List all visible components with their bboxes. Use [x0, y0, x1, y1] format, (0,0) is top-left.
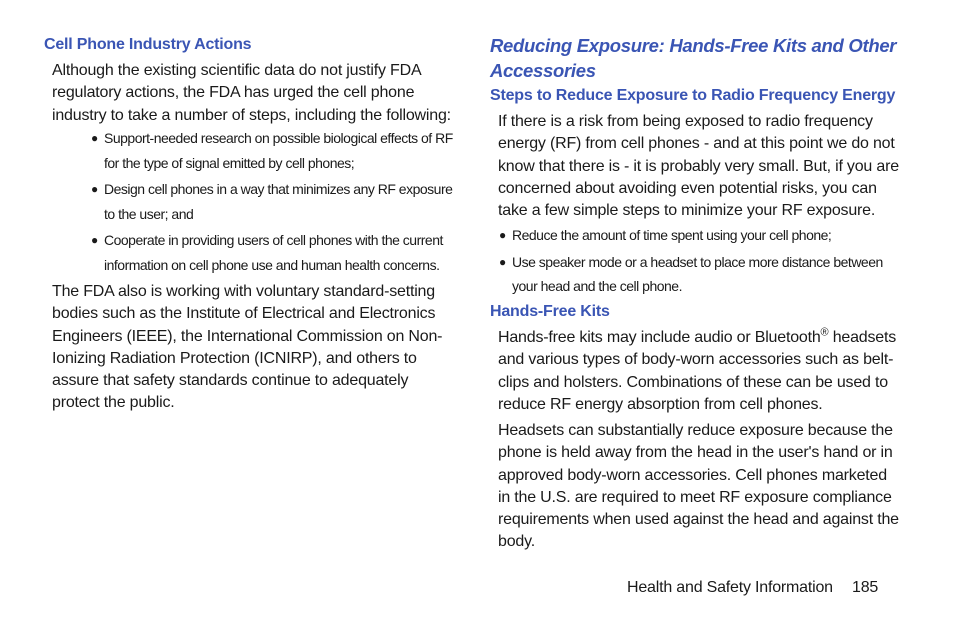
list-item — [91, 126, 456, 175]
bullet-icon: ● — [91, 131, 98, 145]
bullet-icon: ● — [91, 182, 98, 196]
registered-mark: ® — [820, 326, 829, 339]
bullet-text: Cooperate in providing users of cell phones with the current information on cell phone use and human health concerns. — [104, 232, 443, 273]
bullet-text: Reduce the amount of time spent using your cell phone; — [512, 227, 832, 243]
section-heading-industry-actions: Cell Phone Industry Actions — [44, 36, 252, 53]
bullet-icon: ● — [499, 228, 506, 242]
bullet-text: Design cell phones in a way that minimizes any RF exposure to the user; and — [104, 181, 453, 222]
hands-free-text-b: headsets and various types of body-worn accessories such as belt-clips and holsters. Combinations of these can be used to reduce RF energy absorption from cell phones. — [498, 329, 897, 413]
section-heading-reduce-exposure: Steps to Reduce Exposure to Radio Frequency Energy — [490, 87, 896, 104]
list-item — [91, 228, 456, 277]
list-item — [91, 177, 456, 226]
reduce-exposure-paragraph: If there is a risk from being exposed to radio frequency energy (RF) from cell phones - and at this point we do not know that there is - it is probably very small. But, if you are concerned about avoiding even potential risks, you can take a few simple steps to minimize your RF exposure. — [498, 113, 899, 220]
bullet-icon: ● — [499, 254, 506, 269]
hands-free-paragraph-1 — [498, 327, 906, 416]
reduce-exposure-bullet-list — [499, 223, 908, 299]
footer-section-title: Health and Safety Information — [627, 579, 833, 596]
industry-bullet-list — [91, 126, 456, 277]
hands-free-paragraph-2: Headsets can substantially reduce exposure because the phone is held away from the head in the user's hand or in approved body-worn accessories. Cell phones marketed in the U.S. are required to meet RF exposure compliance requirements when used against the head and against the body. — [498, 422, 899, 551]
list-item — [499, 250, 908, 299]
list-item — [499, 223, 908, 248]
industry-intro-paragraph: Although the existing scientific data do not justify FDA regulatory actions, the FDA has urged the cell phone industry to take a number of steps, including the following: — [52, 62, 451, 124]
hands-free-text-a: Hands-free kits may include audio or Bluetooth — [498, 329, 821, 346]
page-number: 185 — [852, 579, 879, 596]
bullet-icon: ● — [91, 233, 98, 247]
bullet-text: Use speaker mode or a headset to place more distance between your head and the cell phone. — [512, 253, 883, 294]
page-title: Reducing Exposure: Hands-Free Kits and Other Accessories — [490, 35, 897, 81]
fda-standards-paragraph: The FDA also is working with voluntary standard-setting bodies such as the Institute of Electrical and Electronics Engineers (IEEE), the International Commission on Non-Ionizing Radiation Protection (ICNIRP), and others to assure that safety standards continue to adequately protect the public. — [52, 283, 443, 412]
bullet-text: Support-needed research on possible biological effects of RF for the type of signal emitted by cell phones; — [104, 130, 453, 171]
section-heading-hands-free-kits: Hands-Free Kits — [490, 303, 610, 320]
